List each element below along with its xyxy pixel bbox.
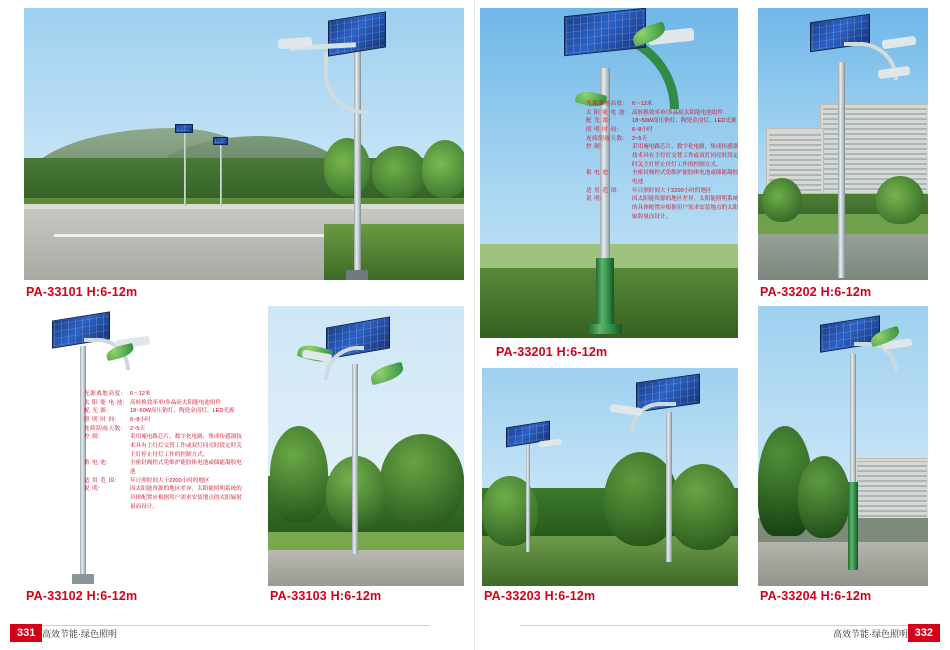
caption-pa-33103: PA-33103 H:6-12m (270, 589, 382, 603)
caption-pa-33101: PA-33101 H:6-12m (26, 285, 138, 299)
footer-rule-right (520, 625, 940, 626)
spec-block-top: 光源离地高度: 6～12米 太 阳 能 电 池: 高转换效率单/多晶硅太阳能电池组件 配 光 源: 18~50W高压钠灯、陶瓷金卤灯、LED光源 照 明 时 间: 6~8小时 连续阴雨天数: 2~5天 控 制: 采用庵电路芯片、数字化电路，集成传感器技术具有主灯灯交替工作或双灯同亮时段定时关主灯停止付灯工作的控制方式。 蓄 电 池: 全密封阀控式免维护能胶体电池或储能凝胶电池 适 用 范 围: 年日照时间大于2200小时的地区 说 明: 因太阳能资源的地区差异，太阳能照明系统的具体配置应根据用户需求安装地点的太阳辐射量而设计。 (586, 101, 739, 220)
product-photo-pa-33103 (268, 306, 464, 586)
product-photo-pa-33202 (758, 8, 928, 280)
page-number-left: 331 (10, 624, 42, 642)
page-spine (474, 0, 475, 650)
product-photo-pa-33204 (758, 306, 928, 586)
product-photo-pa-33101 (24, 8, 464, 280)
caption-pa-33204: PA-33204 H:6-12m (760, 589, 872, 603)
solar-panel (328, 11, 386, 56)
caption-pa-33202: PA-33202 H:6-12m (760, 285, 872, 299)
caption-pa-33102: PA-33102 H:6-12m (26, 589, 138, 603)
footer-text-left: 高效节能·绿色照明 (42, 629, 117, 639)
footer-text-right: 高效节能·绿色照明 (833, 629, 908, 639)
spec-block-bottom: 光源离地高度: 6～12米 太 阳 能 电 池: 高转换效率单/多晶硅太阳能电池组件 配 光 源: 18~50W高压钠灯、陶瓷金卤灯、LED光源 照 明 时 间: 6~8小时 连续阴雨天数: 2~5天 控 制: 采用庵电路芯片、数字化电路，集成传感器技术具有主灯灯交替工作或双灯同亮时段定时关主灯停止付灯工作的控制方式。 蓄 电 池: 全密封阀控式免维护能胶体电池或储能凝胶电池 适 用 范 围: 年日照时间大于2200小时的地区 说 明: 因太阳能资源的地区差异，太阳能照明系统的具体配置应根据用户需求安装地点的太阳辐射量而设计。 (84, 391, 242, 510)
product-photo-pa-33203 (482, 368, 738, 586)
footer-rule-left (10, 625, 430, 626)
page-number-right: 332 (908, 624, 940, 642)
caption-pa-33203: PA-33203 H:6-12m (484, 589, 596, 603)
caption-pa-33201: PA-33201 H:6-12m (496, 345, 608, 359)
